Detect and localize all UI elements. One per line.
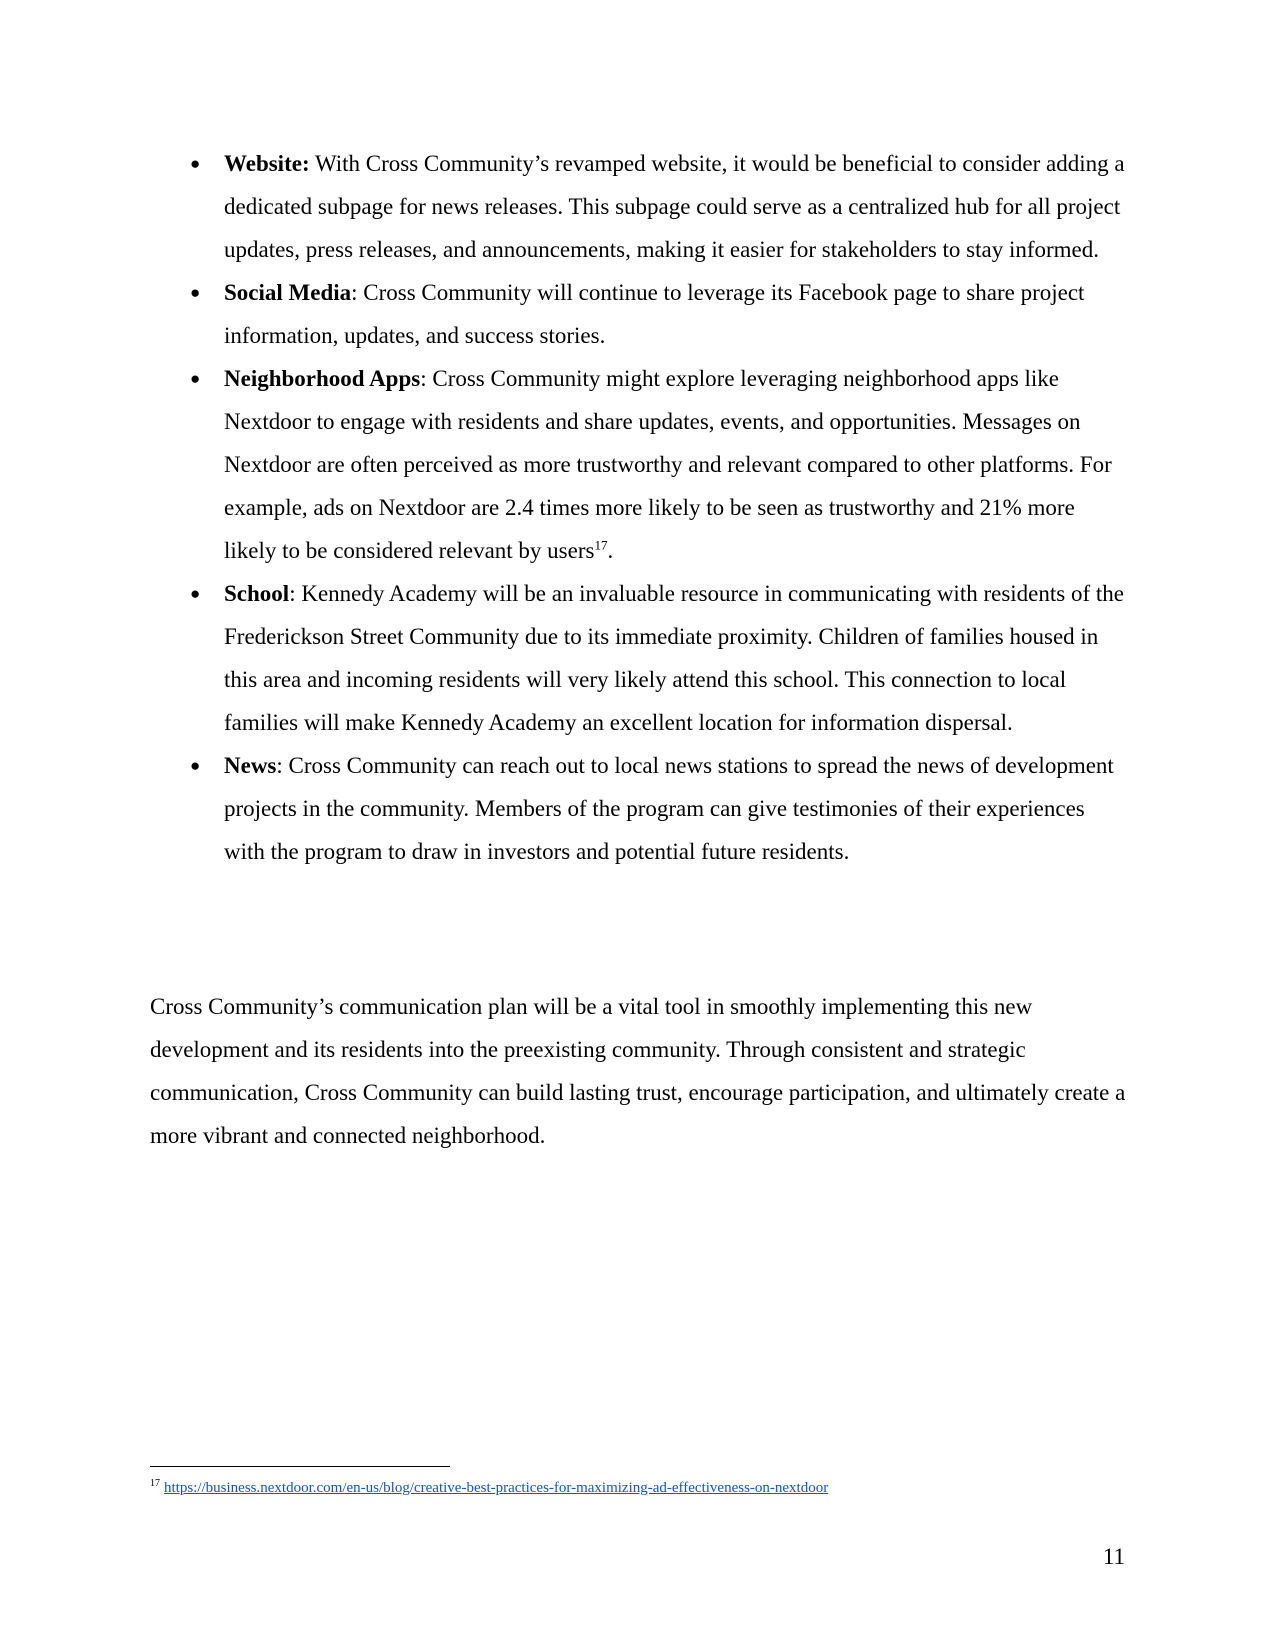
bullet-icon: ● <box>190 756 201 775</box>
page-number: 11 <box>1102 1544 1125 1569</box>
list-item-text: : Cross Community might explore leveraging neighborhood apps like Nextdoor to engage with residents and share updates, events, and opportunities. Messages on Nextdoor are often perceived as more trustworthy and relevant compared to other platforms. For example, ads on Nextdoor are 2.4 times more likely to be seen as trustworthy and 21% more likely to be considered relevant by users <box>224 366 1112 563</box>
list-item-school <box>150 572 1130 744</box>
list-item-suffix: . <box>607 538 614 563</box>
list-item-text: : Cross Community will continue to leverage its Facebook page to share project information, updates, and success stories. <box>224 280 1085 348</box>
list-item-term: News <box>224 753 277 778</box>
bullet-icon: ● <box>190 283 201 302</box>
list-item-website <box>150 142 1130 271</box>
list-item-social-media <box>150 271 1130 357</box>
list-item-news <box>150 744 1130 873</box>
list-item-neighborhood-apps <box>150 357 1130 572</box>
list-item-term: School <box>224 581 290 606</box>
bullet-icon: ● <box>190 369 201 388</box>
list-item-term: Website: <box>224 151 310 176</box>
footnote-link[interactable]: https://business.nextdoor.com/en-us/blog/creative-best-practices-for-maximizing-ad-effectiveness-on-nextdoor <box>164 1480 829 1496</box>
footnote <box>150 1478 828 1498</box>
footnote-number: 17 <box>150 1478 160 1489</box>
conclusion-paragraph: Cross Community’s communication plan will be a vital tool in smoothly implementing this new development and its residents into the preexisting community. Through consistent and strategic communication, Cross Community can build lasting trust, encourage participation, and ultimately create a more vibrant and connected neighborhood. <box>150 994 1126 1148</box>
list-item-text: With Cross Community’s revamped website, it would be beneficial to consider adding a dedicated subpage for news releases. This subpage could serve as a centralized hub for all project updates, press releases, and announcements, making it easier for stakeholders to stay informed. <box>224 151 1125 262</box>
bullet-icon: ● <box>190 154 201 173</box>
list-item-term: Neighborhood Apps <box>224 366 421 391</box>
list-item-term: Social Media <box>224 280 352 305</box>
list-item-text: : Cross Community can reach out to local news stations to spread the news of development projects in the community. Members of the program can give testimonies of their experiences with the program to draw in investors and potential future residents. <box>224 753 1114 864</box>
bullet-icon: ● <box>190 584 201 603</box>
communication-channels-list <box>150 142 1130 873</box>
footnote-reference[interactable]: 17 <box>594 537 608 553</box>
list-item-text: : Kennedy Academy will be an invaluable resource in communicating with residents of the Frederickson Street Community due to its immediate proximity. Children of families housed in this area and incoming residents will very likely attend this school. This connection to local families will make Kennedy Academy an excellent location for information dispersal. <box>224 581 1124 735</box>
footnote-divider <box>150 1466 450 1467</box>
